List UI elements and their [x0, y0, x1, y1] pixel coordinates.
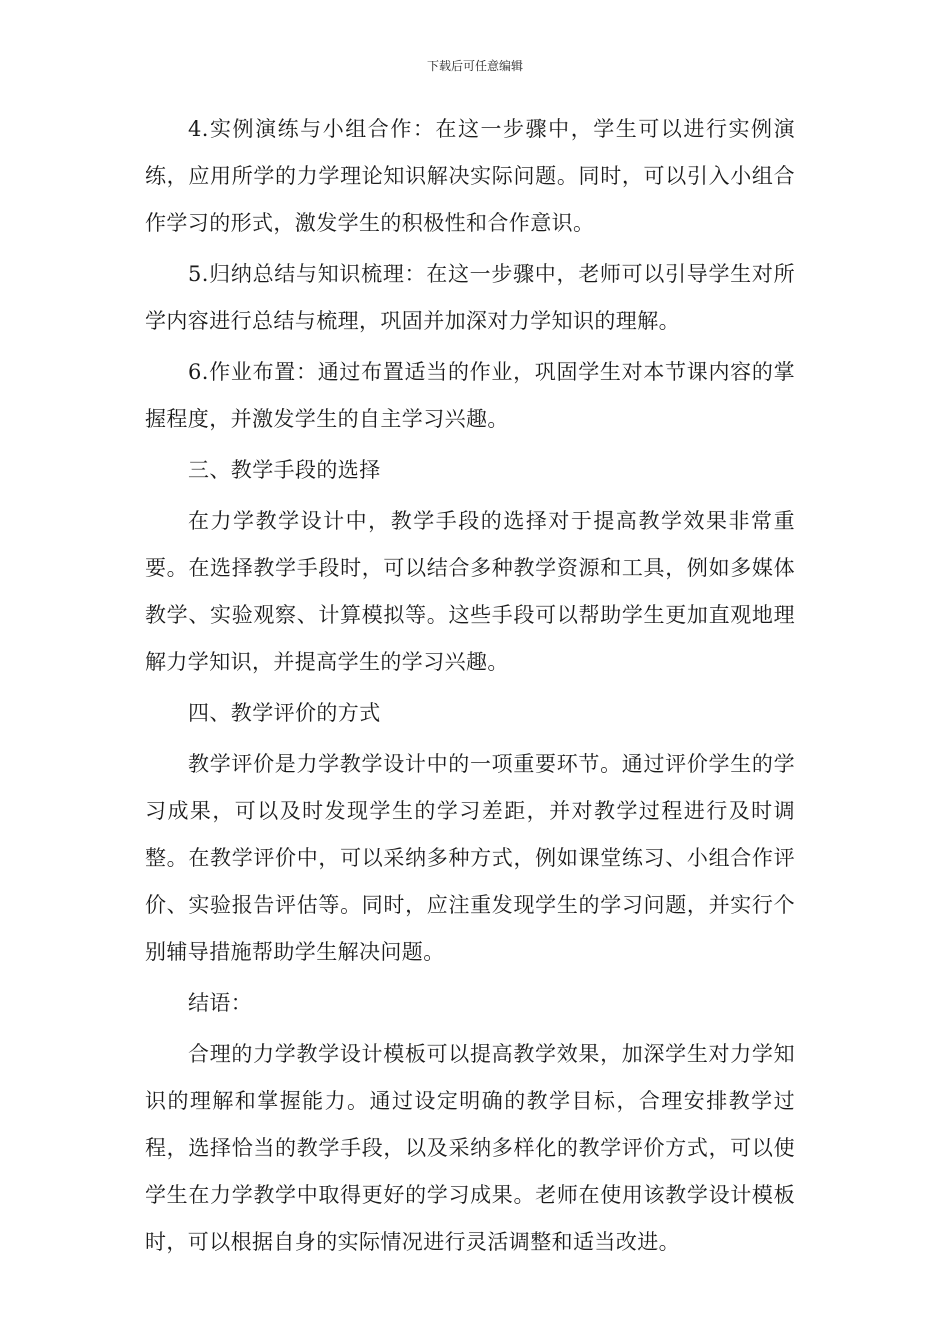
- section-heading-teaching-methods: 三、教学手段的选择: [188, 458, 381, 482]
- section-heading-evaluation: 四、教学评价的方式: [188, 701, 381, 725]
- paragraph-evaluation: 教学评价是力学教学设计中的一项重要环节。通过评价学生的学习成果，可以及时发现学生的学习差距，并对教学过程进行及时调整。在教学评价中，可以采纳多种方式，例如课堂练习、小组合作评价、实验报告评估等。同时，应注重发现学生的学习问题，并实行个别辅导措施帮助学生解决问题。: [145, 752, 795, 964]
- paragraph-step-4: 4.实例演练与小组合作：在这一步骤中，学生可以进行实例演练，应用所学的力学理论知识解决实际问题。同时，可以引入小组合作学习的形式，激发学生的积极性和合作意识。: [145, 117, 795, 235]
- paragraph-step-6: 6.作业布置：通过布置适当的作业，巩固学生对本节课内容的掌握程度，并激发学生的自主学习兴趣。: [145, 360, 795, 431]
- section-heading-conclusion: 结语：: [188, 991, 253, 1015]
- document-body: [145, 106, 795, 1270]
- paragraph-step-5: 5.归纳总结与知识梳理：在这一步骤中，老师可以引导学生对所学内容进行总结与梳理，巩固并加深对力学知识的理解。: [145, 262, 795, 333]
- paragraph-teaching-methods: 在力学教学设计中，教学手段的选择对于提高教学效果非常重要。在选择教学手段时，可以结合多种教学资源和工具，例如多媒体教学、实验观察、计算模拟等。这些手段可以帮助学生更加直观地理解力学知识，并提高学生的学习兴趣。: [145, 509, 795, 674]
- paragraph-conclusion: 合理的力学教学设计模板可以提高教学效果，加深学生对力学知识的理解和掌握能力。通过设定明确的教学目标，合理安排教学过程，选择恰当的教学手段，以及采纳多样化的教学评价方式，可以使学生在力学教学中取得更好的学习成果。老师在使用该教学设计模板时，可以根据自身的实际情况进行灵活调整和适当改进。: [145, 1042, 795, 1254]
- page-header: 下载后可任意编辑: [426, 59, 523, 73]
